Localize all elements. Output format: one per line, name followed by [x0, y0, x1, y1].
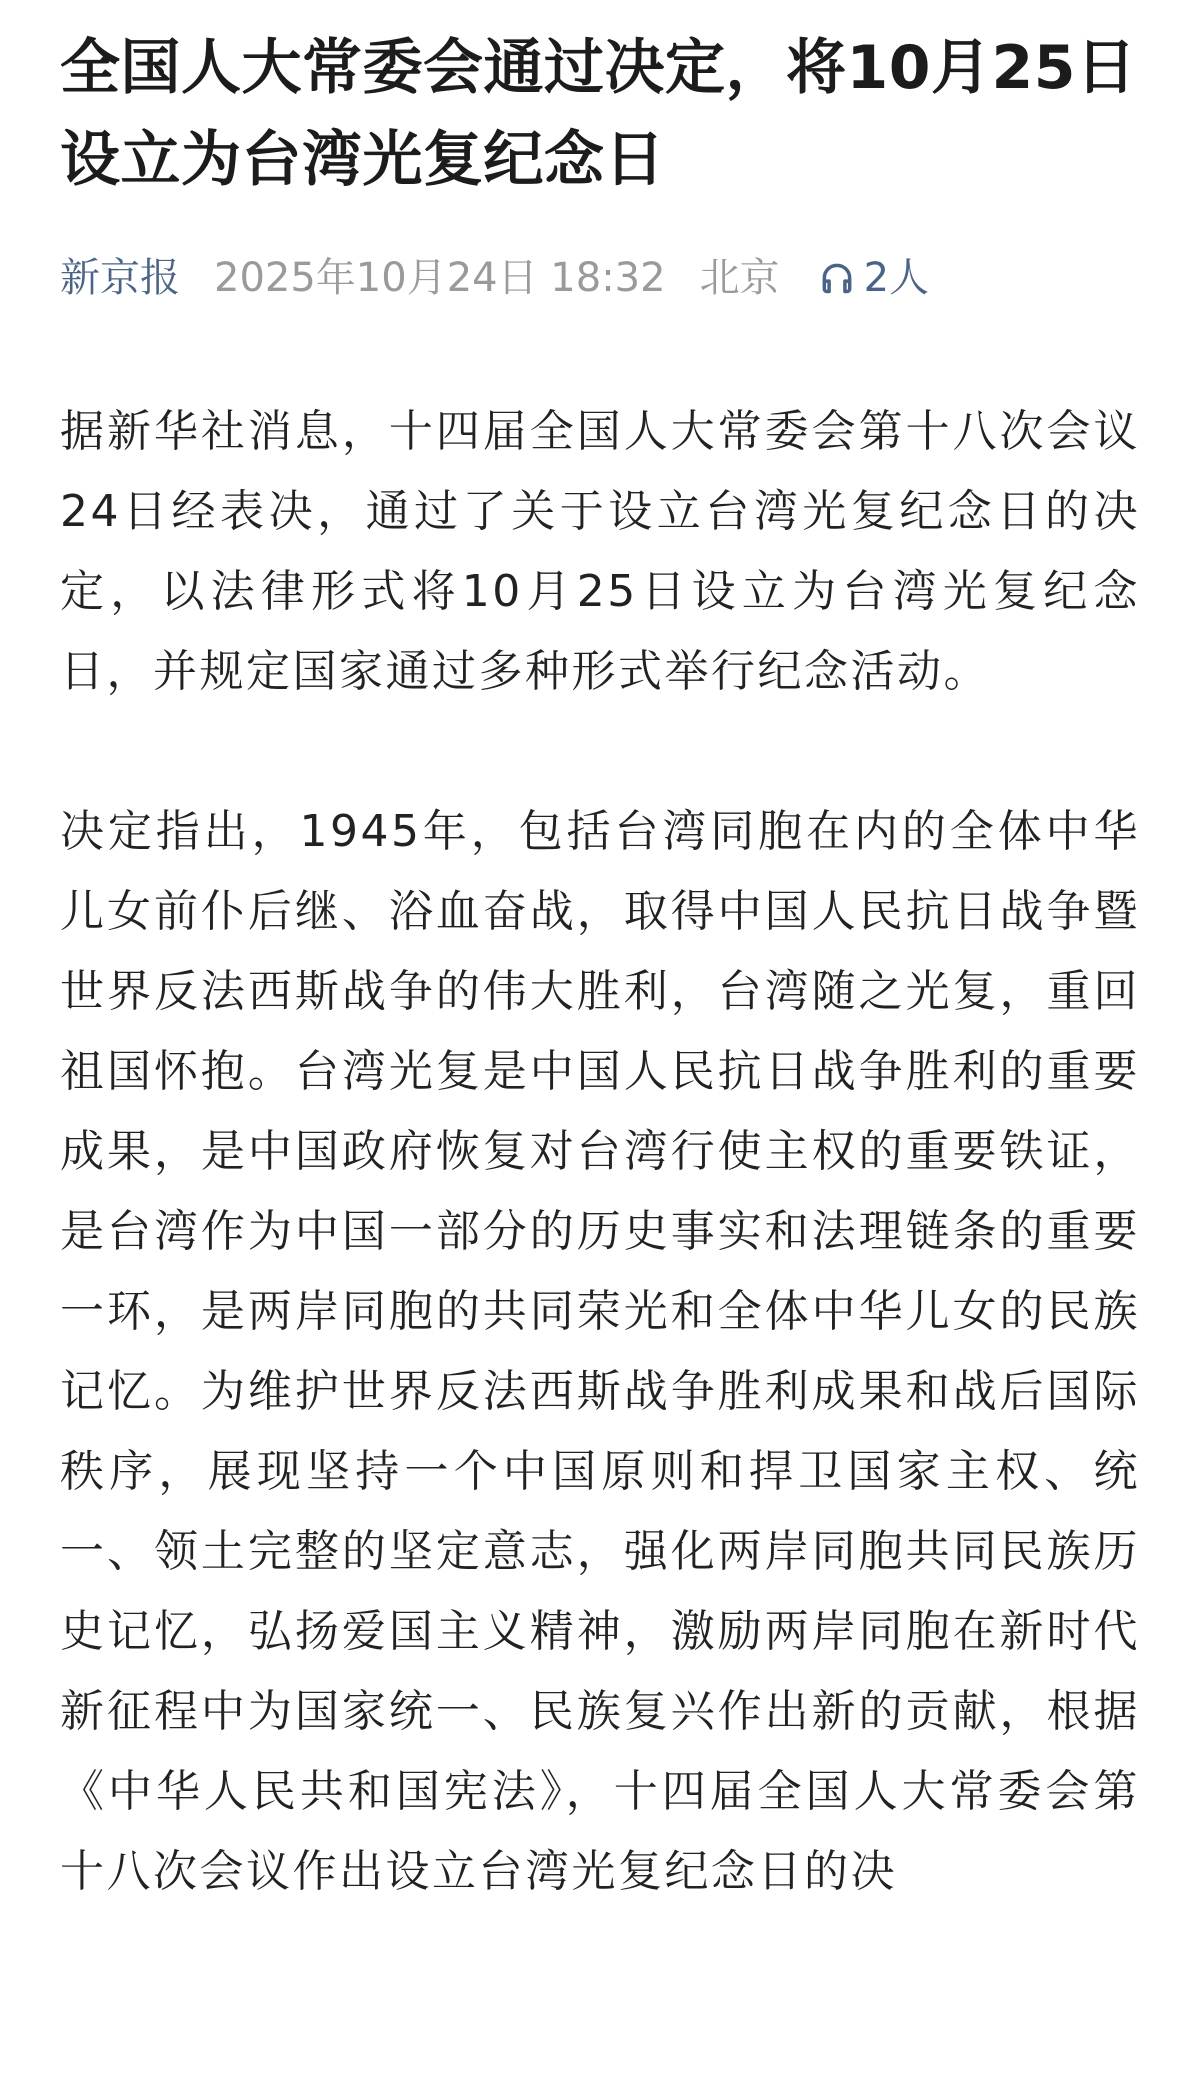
listen-button[interactable] — [818, 248, 929, 308]
publish-location: 北京 — [699, 255, 780, 301]
headphones-icon — [818, 259, 856, 297]
paragraph: 据新华社消息，十四届全国人大常委会第十八次会议24日经表决，通过了关于设立台湾光复纪念日的决定，以法律形式将10月25日设立为台湾光复纪念日，并规定国家通过多种形式举行纪念活动。 — [60, 406, 1140, 697]
publish-time: 2025年10月24日 18:32 — [214, 255, 666, 301]
article-title: 全国人大常委会通过决定，将10月25日设立为台湾光复纪念日 — [60, 33, 1137, 195]
source-link[interactable]: 新京报 — [60, 255, 180, 301]
article-body — [60, 392, 1140, 1912]
listen-count: 2人 — [863, 255, 930, 301]
paragraph: 决定指出，1945年，包括台湾同胞在内的全体中华儿女前仆后继、浴血奋战，取得中国人民抗日战争暨世界反法西斯战争的伟大胜利，台湾随之光复，重回祖国怀抱。台湾光复是中国人民抗日战争胜利的重要成果，是中国政府恢复对台湾行使主权的重要铁证，是台湾作为中国一部分的历史事实和法理链条的重要一环，是两岸同胞的共同荣光和全体中华儿女的民族记忆。为维护世界反法西斯战争胜利成果和战后国际秩序，展现坚持一个中国原则和捍卫国家主权、统一、领土完整的坚定意志，强化两岸同胞共同民族历史记忆，弘扬爱国主义精神，激励两岸同胞在新时代新征程中为国家统一、民族复兴作出新的贡献，根据《中华人民共和国宪法》，十四届全国人大常委会第十八次会议作出设立台湾光复纪念日的决 — [60, 806, 1140, 1897]
article-meta — [60, 248, 1140, 308]
